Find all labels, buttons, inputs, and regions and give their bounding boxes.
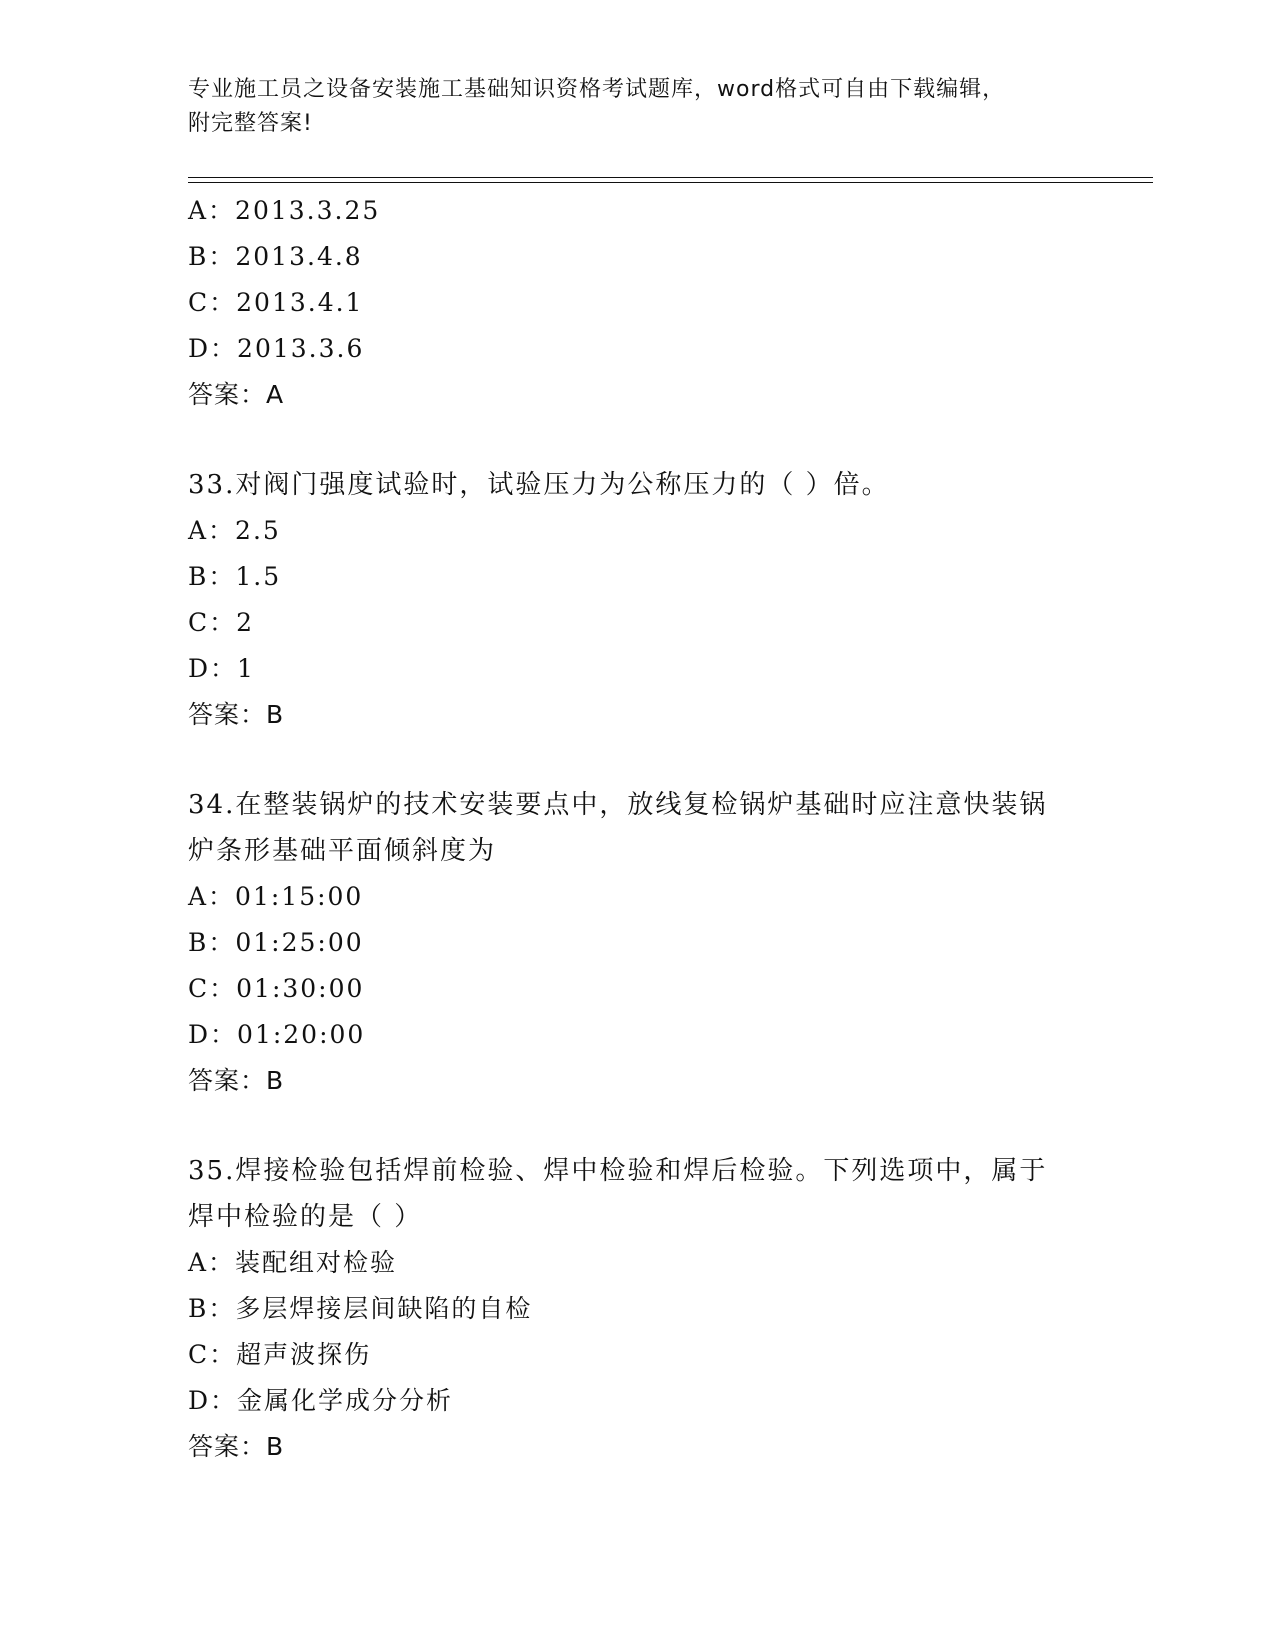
header-divider-top	[188, 177, 1153, 178]
question-stem-line-1: 34.在整装锅炉的技术安装要点中，放线复检锅炉基础时应注意快装锅	[188, 790, 1048, 820]
option-d: D：1	[188, 654, 255, 683]
question-stem: 33.对阀门强度试验时，试验压力为公称压力的（ ）倍。	[188, 470, 890, 500]
answer: 答案：A	[188, 380, 285, 409]
option-b: B：1.5	[188, 562, 282, 591]
option-d: D：金属化学成分分析	[188, 1386, 454, 1415]
option-a: A：2.5	[188, 516, 281, 545]
option-a: A：01:15:00	[188, 882, 364, 911]
option-c: C：2	[188, 608, 255, 637]
option-a: A：装配组对检验	[188, 1248, 398, 1277]
question-32-tail	[188, 188, 1088, 418]
option-b: B：多层焊接层间缺陷的自检	[188, 1294, 533, 1323]
answer: 答案：B	[188, 1066, 285, 1095]
document-header	[188, 73, 1068, 141]
option-b: B：01:25:00	[188, 928, 364, 957]
header-line-1: 专业施工员之设备安装施工基础知识资格考试题库，word格式可自由下载编辑，	[188, 77, 1006, 102]
question-stem-line-1: 35.焊接检验包括焊前检验、焊中检验和焊后检验。下列选项中，属于	[188, 1156, 1048, 1186]
header-line-2: 附完整答案!	[188, 111, 313, 136]
header-divider-bottom	[188, 182, 1153, 183]
option-b: B：2013.4.8	[188, 242, 363, 271]
option-c: C：超声波探伤	[188, 1340, 372, 1369]
question-35	[188, 1148, 1088, 1470]
answer: 答案：B	[188, 700, 285, 729]
answer: 答案：B	[188, 1432, 285, 1461]
question-stem-line-2: 焊中检验的是（ ）	[188, 1202, 423, 1232]
question-33	[188, 462, 1088, 738]
option-c: C：2013.4.1	[188, 288, 364, 317]
question-34	[188, 782, 1088, 1104]
option-d: D：01:20:00	[188, 1020, 366, 1049]
question-list	[188, 188, 1088, 1470]
option-a: A：2013.3.25	[188, 196, 381, 225]
option-c: C：01:30:00	[188, 974, 365, 1003]
option-d: D：2013.3.6	[188, 334, 365, 363]
question-stem-line-2: 炉条形基础平面倾斜度为	[188, 836, 497, 866]
